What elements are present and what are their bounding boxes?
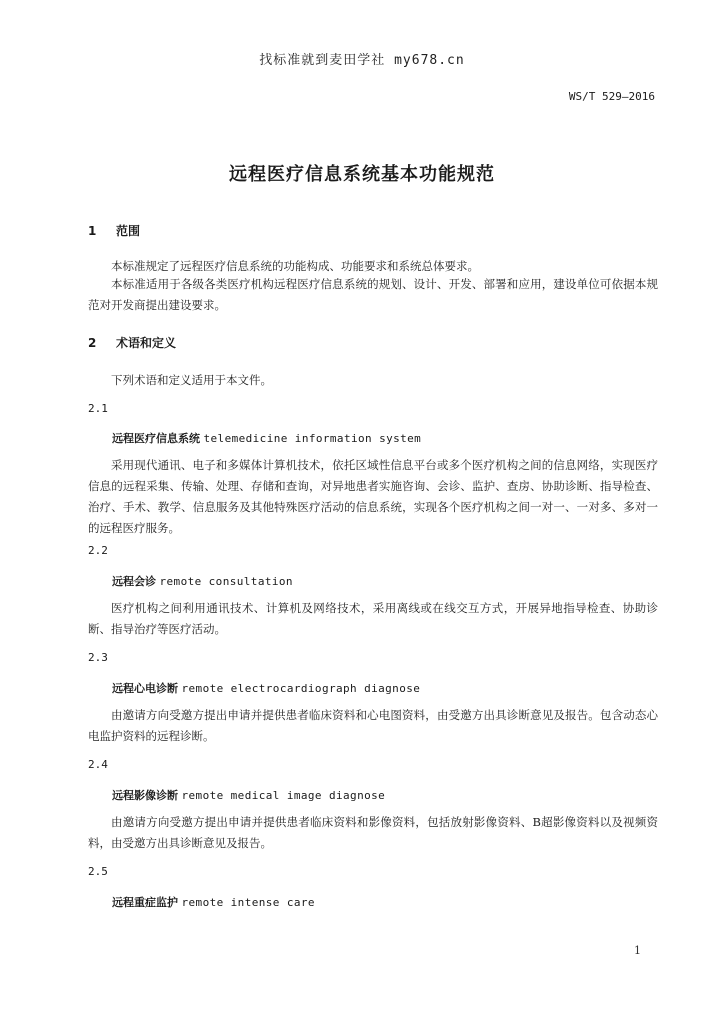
term-heading bbox=[112, 430, 421, 446]
term-chinese: 远程医疗信息系统 bbox=[112, 432, 200, 445]
section-number: 1 bbox=[88, 224, 97, 238]
page-number: 1 bbox=[634, 944, 641, 957]
section-2-heading bbox=[88, 334, 176, 351]
clause-number: 2.3 bbox=[88, 651, 108, 664]
term-heading bbox=[112, 894, 315, 910]
term-chinese: 远程重症监护 bbox=[112, 896, 178, 909]
term-chinese: 远程影像诊断 bbox=[112, 789, 178, 802]
term-chinese: 远程心电诊断 bbox=[112, 682, 178, 695]
section-title: 术语和定义 bbox=[116, 336, 177, 350]
term-definition: 由邀请方向受邀方提出申请并提供患者临床资料和心电图资料，由受邀方出具诊断意见及报告。包含动态心电监护资料的远程诊断。 bbox=[88, 708, 658, 743]
standard-number: WS/T 529—2016 bbox=[568, 90, 655, 103]
term-english: remote consultation bbox=[159, 575, 293, 588]
term-english: remote intense care bbox=[181, 896, 315, 909]
section-number: 2 bbox=[88, 336, 97, 350]
term-definition: 由邀请方向受邀方提出申请并提供患者临床资料和影像资料，包括放射影像资料、B超影像资料以及视频资料，由受邀方出具诊断意见及报告。 bbox=[88, 815, 658, 850]
clause-number: 2.1 bbox=[88, 402, 108, 415]
document-title: 远程医疗信息系统基本功能规范 bbox=[229, 164, 495, 185]
term-english: remote medical image diagnose bbox=[181, 789, 386, 802]
term-heading bbox=[112, 573, 293, 589]
clause-number: 2.5 bbox=[88, 865, 108, 878]
term-english: telemedicine information system bbox=[203, 432, 422, 445]
scope-paragraph-1: 本标准规定了远程医疗信息系统的功能构成、功能要求和系统总体要求。 bbox=[111, 259, 479, 273]
clause-number: 2.4 bbox=[88, 758, 108, 771]
clause-number: 2.2 bbox=[88, 544, 108, 557]
section-title: 范围 bbox=[116, 224, 141, 238]
term-heading bbox=[112, 680, 420, 696]
term-english: remote electrocardiograph diagnose bbox=[181, 682, 421, 695]
watermark-text: 找标准就到麦田学社 my678.cn bbox=[259, 53, 465, 68]
term-definition: 采用现代通讯、电子和多媒体计算机技术，依托区域性信息平台或多个医疗机构之间的信息网络，实现医疗信息的远程采集、传输、处理、存储和查询，对异地患者实施咨询、会诊、监护、查房、协助诊断、指导检查、治疗、手术、教学、信息服务及其他特殊医疗活动的信息系统，实现各个医疗机构之间一对一、一对多、多对一的远程医疗服务。 bbox=[88, 458, 658, 535]
scope-paragraph-2: 本标准适用于各级各类医疗机构远程医疗信息系统的规划、设计、开发、部署和应用，建设单位可依据本规范对开发商提出建设要求。 bbox=[88, 277, 658, 312]
terms-intro-paragraph: 下列术语和定义适用于本文件。 bbox=[111, 373, 272, 387]
term-heading bbox=[112, 787, 385, 803]
section-1-heading bbox=[88, 222, 140, 239]
term-chinese: 远程会诊 bbox=[112, 575, 156, 588]
term-definition: 医疗机构之间利用通讯技术、计算机及网络技术，采用离线或在线交互方式，开展异地指导检查、协助诊断、指导治疗等医疗活动。 bbox=[88, 601, 658, 636]
